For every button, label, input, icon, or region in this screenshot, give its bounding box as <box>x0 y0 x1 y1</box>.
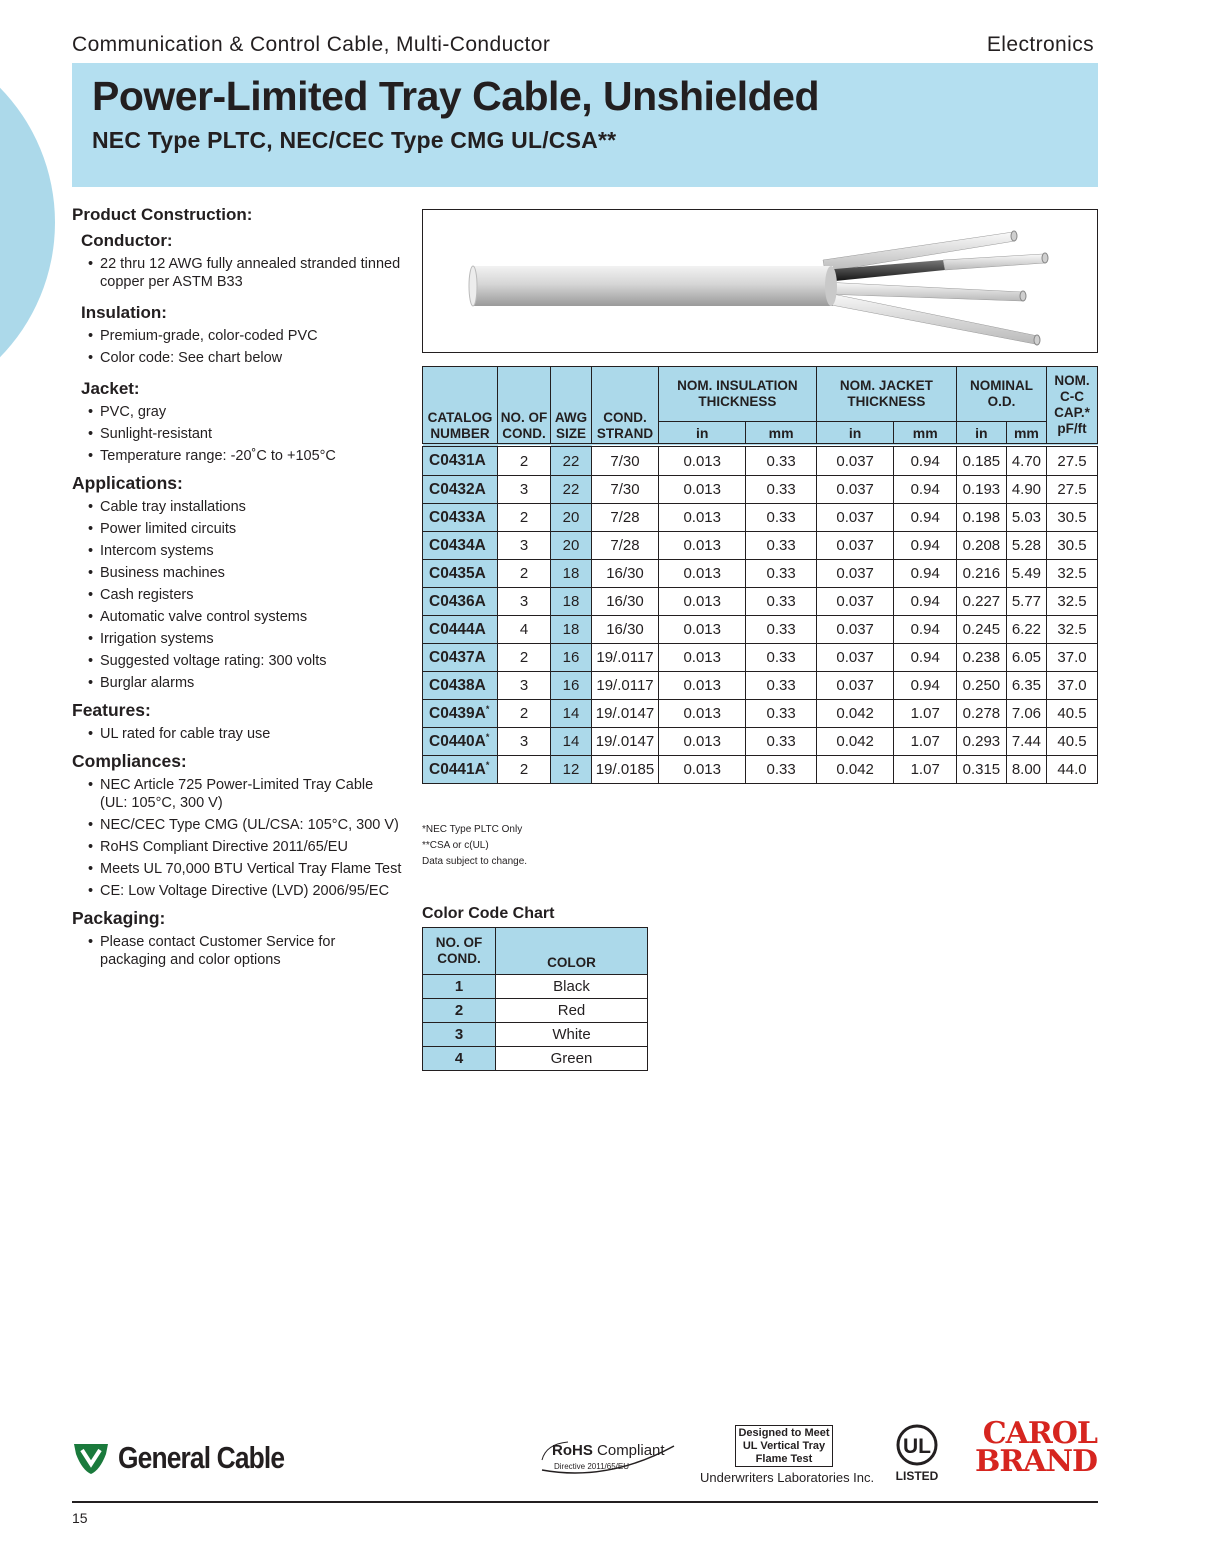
list-item: • Color code: See chart below <box>88 349 402 367</box>
cell-od-in: 0.315 <box>956 756 1006 784</box>
note: **CSA or c(UL) <box>422 840 489 851</box>
rohs-text <box>552 1442 665 1459</box>
catalog-number <box>423 588 498 616</box>
cell-ins-in: 0.013 <box>659 672 746 700</box>
cell-od-mm: 6.22 <box>1006 616 1046 644</box>
ul-mark-text: UL <box>903 1435 931 1458</box>
table-row <box>423 644 1098 672</box>
catalog-number <box>423 700 498 728</box>
cell-ins-in: 0.013 <box>659 588 746 616</box>
catalog-code: C0438A <box>429 676 486 694</box>
cell-ins-mm: 0.33 <box>746 445 816 476</box>
cell-jk-mm: 0.94 <box>894 616 956 644</box>
jacket-list <box>72 403 402 465</box>
cell-jk-in: 0.042 <box>816 728 894 756</box>
cell-awg: 14 <box>551 728 592 756</box>
cell-awg: 18 <box>551 560 592 588</box>
cell-ins-mm: 0.33 <box>746 644 816 672</box>
note: *NEC Type PLTC Only <box>422 824 523 835</box>
cond-number: 2 <box>423 999 496 1023</box>
cell-awg: 18 <box>551 616 592 644</box>
unit-in: in <box>816 422 894 446</box>
cell-awg: 22 <box>551 476 592 504</box>
cell-cond: 2 <box>498 700 551 728</box>
cell-jk-mm: 0.94 <box>894 476 956 504</box>
table-notes <box>422 822 527 870</box>
cell-ins-in: 0.013 <box>659 476 746 504</box>
table-row <box>423 560 1098 588</box>
cell-awg: 12 <box>551 756 592 784</box>
compliances-heading: Compliances: <box>72 751 187 771</box>
table-row <box>423 756 1098 784</box>
color-chart-title: Color Code Chart <box>422 905 555 922</box>
cell-cond: 3 <box>498 476 551 504</box>
ul-circle-icon <box>891 1423 943 1469</box>
cell-od-in: 0.245 <box>956 616 1006 644</box>
cell-awg: 22 <box>551 445 592 476</box>
col-awg: AWG SIZE <box>551 367 592 446</box>
catalog-number <box>423 728 498 756</box>
list-item: • NEC Article 725 Power-Limited Tray Cable (UL: 105°C, 300 V) <box>88 776 402 812</box>
cable-illustration <box>423 210 1097 352</box>
catalog-code: C0440A <box>429 733 486 751</box>
cell-strand: 7/30 <box>592 476 659 504</box>
list-item: • Power limited circuits <box>88 520 402 538</box>
rohs-word: RoHS <box>552 1442 593 1459</box>
cell-cap: 30.5 <box>1047 532 1098 560</box>
cell-od-in: 0.198 <box>956 504 1006 532</box>
cell-jk-in: 0.037 <box>816 504 894 532</box>
cell-od-mm: 5.28 <box>1006 532 1046 560</box>
catalog-number <box>423 532 498 560</box>
catalog-number <box>423 504 498 532</box>
decorative-side-circle <box>0 30 55 415</box>
cell-strand: 19/.0117 <box>592 672 659 700</box>
cell-od-in: 0.185 <box>956 445 1006 476</box>
col-color: COLOR <box>496 928 648 975</box>
catalog-number <box>423 756 498 784</box>
cond-color: Black <box>496 975 648 999</box>
catalog-code: C0436A <box>429 592 486 610</box>
cond-color: Green <box>496 1047 648 1071</box>
cell-strand: 16/30 <box>592 560 659 588</box>
list-item: • Suggested voltage rating: 300 volts <box>88 652 402 670</box>
cell-jk-mm: 0.94 <box>894 532 956 560</box>
cell-cap: 32.5 <box>1047 560 1098 588</box>
cell-cap: 44.0 <box>1047 756 1098 784</box>
col-strand: COND. STRAND <box>592 367 659 446</box>
catalog-code: C0437A <box>429 648 486 666</box>
cell-jk-in: 0.037 <box>816 588 894 616</box>
cell-ins-in: 0.013 <box>659 700 746 728</box>
catalog-code: C0439A <box>429 705 486 723</box>
cell-strand: 19/.0185 <box>592 756 659 784</box>
list-item: • Irrigation systems <box>88 630 402 648</box>
cell-ins-mm: 0.33 <box>746 560 816 588</box>
cond-number: 3 <box>423 1023 496 1047</box>
cell-jk-in: 0.037 <box>816 532 894 560</box>
product-image-frame <box>422 209 1098 353</box>
table-row <box>423 975 648 999</box>
table-row <box>423 476 1098 504</box>
page-subtitle: NEC Type PLTC, NEC/CEC Type CMG UL/CSA** <box>92 127 617 153</box>
cell-ins-in: 0.013 <box>659 756 746 784</box>
cell-ins-in: 0.013 <box>659 532 746 560</box>
unit-in: in <box>956 422 1006 446</box>
unit-in: in <box>659 422 746 446</box>
cell-jk-mm: 1.07 <box>894 728 956 756</box>
page-number: 15 <box>72 1510 88 1526</box>
features-list <box>72 725 402 743</box>
cell-ins-in: 0.013 <box>659 728 746 756</box>
brand-name: General Cable <box>118 1440 285 1475</box>
catalog-number <box>423 616 498 644</box>
spec-table <box>422 366 1098 784</box>
rohs-compliant: Compliant <box>597 1442 665 1459</box>
list-item: • Meets UL 70,000 BTU Vertical Tray Flame Test <box>88 860 402 878</box>
list-item: • PVC, gray <box>88 403 402 421</box>
cond-color: White <box>496 1023 648 1047</box>
cell-ins-in: 0.013 <box>659 504 746 532</box>
list-item: • UL rated for cable tray use <box>88 725 402 743</box>
cell-cond: 3 <box>498 588 551 616</box>
cell-ins-mm: 0.33 <box>746 588 816 616</box>
col-od: NOMINAL O.D. <box>956 367 1046 422</box>
carol-word: CAROL <box>982 1416 1097 1451</box>
cell-cap: 32.5 <box>1047 616 1098 644</box>
cell-strand: 7/28 <box>592 532 659 560</box>
conductor-heading: Conductor: <box>81 231 173 250</box>
cell-ins-mm: 0.33 <box>746 476 816 504</box>
cell-jk-in: 0.037 <box>816 445 894 476</box>
catalog-number <box>423 672 498 700</box>
cell-ins-in: 0.013 <box>659 445 746 476</box>
cell-od-mm: 7.06 <box>1006 700 1046 728</box>
page-category: Communication & Control Cable, Multi-Conductor <box>72 33 551 56</box>
cell-cap: 30.5 <box>1047 504 1098 532</box>
cell-cap: 40.5 <box>1047 700 1098 728</box>
catalog-number <box>423 445 498 476</box>
table-row <box>423 672 1098 700</box>
cell-ins-in: 0.013 <box>659 644 746 672</box>
page-title: Power-Limited Tray Cable, Unshielded <box>92 73 820 119</box>
cell-cond: 3 <box>498 672 551 700</box>
col-cap: NOM. C-C CAP.* pF/ft <box>1047 367 1098 446</box>
footnote-mark: * <box>485 759 490 770</box>
cell-ins-mm: 0.33 <box>746 532 816 560</box>
cond-number: 4 <box>423 1047 496 1071</box>
cell-od-mm: 8.00 <box>1006 756 1046 784</box>
cell-strand: 19/.0147 <box>592 728 659 756</box>
cell-jk-mm: 0.94 <box>894 672 956 700</box>
cell-jk-mm: 0.94 <box>894 445 956 476</box>
specs-column <box>72 205 402 973</box>
table-row <box>423 616 1098 644</box>
cell-ins-in: 0.013 <box>659 560 746 588</box>
cell-od-mm: 5.03 <box>1006 504 1046 532</box>
list-item: • Cash registers <box>88 586 402 604</box>
cell-jk-mm: 1.07 <box>894 700 956 728</box>
cell-od-in: 0.227 <box>956 588 1006 616</box>
cell-ins-in: 0.013 <box>659 616 746 644</box>
ul-listed-text: LISTED <box>895 1469 939 1483</box>
catalog-code: C0431A <box>429 452 486 469</box>
cell-cap: 40.5 <box>1047 728 1098 756</box>
catalog-code: C0432A <box>429 480 486 498</box>
cell-awg: 16 <box>551 644 592 672</box>
ul-tray-box: Designed to Meet UL Vertical Tray Flame Test <box>735 1425 833 1467</box>
col-catalog: CATALOG NUMBER <box>423 367 498 446</box>
cell-awg: 20 <box>551 504 592 532</box>
cell-strand: 16/30 <box>592 588 659 616</box>
rohs-logo <box>538 1440 678 1480</box>
cell-strand: 19/.0117 <box>592 644 659 672</box>
table-row <box>423 1047 648 1071</box>
cell-strand: 7/30 <box>592 445 659 476</box>
catalog-code: C0434A <box>429 536 486 554</box>
list-item: • NEC/CEC Type CMG (UL/CSA: 105°C, 300 V) <box>88 816 402 834</box>
applications-heading: Applications: <box>72 473 183 493</box>
list-item: • Please contact Customer Service for packaging and color options <box>88 933 402 969</box>
cell-cond: 3 <box>498 532 551 560</box>
table-row <box>423 445 1098 476</box>
conductor-list <box>72 255 402 291</box>
applications-list <box>72 498 402 692</box>
cell-od-mm: 5.49 <box>1006 560 1046 588</box>
cell-od-in: 0.208 <box>956 532 1006 560</box>
list-item: • Burglar alarms <box>88 674 402 692</box>
list-item: • Business machines <box>88 564 402 582</box>
rohs-directive: Directive 2011/65/EU <box>554 1462 629 1471</box>
cell-cond: 4 <box>498 616 551 644</box>
cell-od-mm: 4.90 <box>1006 476 1046 504</box>
packaging-heading: Packaging: <box>72 908 166 928</box>
cell-cond: 2 <box>498 644 551 672</box>
cell-od-mm: 6.35 <box>1006 672 1046 700</box>
note: Data subject to change. <box>422 856 528 867</box>
general-cable-shield-icon <box>72 1440 110 1476</box>
cell-cap: 27.5 <box>1047 476 1098 504</box>
footer-rule <box>72 1501 1098 1503</box>
cell-cond: 2 <box>498 756 551 784</box>
construction-heading: Product Construction: <box>72 205 253 224</box>
ul-listed-logo <box>891 1423 943 1485</box>
jacket-heading: Jacket: <box>81 379 140 398</box>
cell-awg: 14 <box>551 700 592 728</box>
ul-company: Underwriters Laboratories Inc. <box>700 1470 875 1485</box>
unit-mm: mm <box>1006 422 1046 446</box>
list-item: • 22 thru 12 AWG fully annealed stranded tinned copper per ASTM B33 <box>88 255 402 291</box>
list-item: • RoHS Compliant Directive 2011/65/EU <box>88 838 402 856</box>
catalog-code: C0444A <box>429 620 486 638</box>
cell-jk-in: 0.042 <box>816 700 894 728</box>
cell-od-in: 0.293 <box>956 728 1006 756</box>
cell-awg: 18 <box>551 588 592 616</box>
cell-jk-mm: 0.94 <box>894 560 956 588</box>
cell-ins-mm: 0.33 <box>746 504 816 532</box>
carol-brand-logo <box>975 1416 1098 1479</box>
list-item: • Automatic valve control systems <box>88 608 402 626</box>
page-division: Electronics <box>986 33 1094 56</box>
compliances-list <box>72 776 402 900</box>
cell-jk-mm: 1.07 <box>894 756 956 784</box>
table-row <box>423 532 1098 560</box>
table-row <box>423 700 1098 728</box>
unit-mm: mm <box>746 422 816 446</box>
cell-od-in: 0.193 <box>956 476 1006 504</box>
catalog-code: C0435A <box>429 564 486 582</box>
col-insulation: NOM. INSULATION THICKNESS <box>659 367 817 422</box>
cond-number: 1 <box>423 975 496 999</box>
catalog-code: C0441A <box>429 761 486 779</box>
features-heading: Features: <box>72 700 151 720</box>
cell-strand: 19/.0147 <box>592 700 659 728</box>
cell-jk-in: 0.042 <box>816 756 894 784</box>
cell-cap: 37.0 <box>1047 672 1098 700</box>
cell-jk-mm: 0.94 <box>894 504 956 532</box>
title-banner <box>72 63 1098 187</box>
col-cond: NO. OF COND. <box>423 928 496 975</box>
list-item: • Premium-grade, color-coded PVC <box>88 327 402 345</box>
brand-word: BRAND <box>975 1444 1098 1479</box>
cell-jk-in: 0.037 <box>816 672 894 700</box>
table-row <box>423 999 648 1023</box>
cell-cond: 3 <box>498 728 551 756</box>
col-jacket: NOM. JACKET THICKNESS <box>816 367 956 422</box>
unit-mm: mm <box>894 422 956 446</box>
list-item: • Temperature range: -20˚C to +105°C <box>88 447 402 465</box>
cell-od-mm: 4.70 <box>1006 445 1046 476</box>
cell-ins-mm: 0.33 <box>746 728 816 756</box>
col-cond: NO. OF COND. <box>498 367 551 446</box>
cell-jk-in: 0.037 <box>816 560 894 588</box>
cell-od-in: 0.238 <box>956 644 1006 672</box>
cell-od-in: 0.250 <box>956 672 1006 700</box>
insulation-list <box>72 327 402 367</box>
general-cable-logo <box>72 1440 313 1476</box>
list-item: • CE: Low Voltage Directive (LVD) 2006/95/EC <box>88 882 402 900</box>
table-row <box>423 588 1098 616</box>
cell-cap: 27.5 <box>1047 445 1098 476</box>
cell-ins-mm: 0.33 <box>746 756 816 784</box>
cell-ins-mm: 0.33 <box>746 700 816 728</box>
cell-strand: 7/28 <box>592 504 659 532</box>
cell-jk-in: 0.037 <box>816 476 894 504</box>
color-chart-table <box>422 927 648 1071</box>
catalog-number <box>423 644 498 672</box>
cell-jk-mm: 0.94 <box>894 588 956 616</box>
cell-awg: 20 <box>551 532 592 560</box>
table-row <box>423 1023 648 1047</box>
cond-color: Red <box>496 999 648 1023</box>
catalog-number <box>423 476 498 504</box>
cell-cap: 32.5 <box>1047 588 1098 616</box>
cell-jk-in: 0.037 <box>816 644 894 672</box>
catalog-number <box>423 560 498 588</box>
cell-jk-mm: 0.94 <box>894 644 956 672</box>
insulation-heading: Insulation: <box>81 303 167 322</box>
cell-od-mm: 7.44 <box>1006 728 1046 756</box>
cell-awg: 16 <box>551 672 592 700</box>
cell-cond: 2 <box>498 445 551 476</box>
cell-od-in: 0.278 <box>956 700 1006 728</box>
cell-cond: 2 <box>498 504 551 532</box>
table-row <box>423 504 1098 532</box>
cell-cond: 2 <box>498 560 551 588</box>
table-row <box>423 728 1098 756</box>
list-item: • Sunlight-resistant <box>88 425 402 443</box>
list-item: • Intercom systems <box>88 542 402 560</box>
catalog-code: C0433A <box>429 508 486 526</box>
list-item: • Cable tray installations <box>88 498 402 516</box>
cell-od-mm: 6.05 <box>1006 644 1046 672</box>
footnote-mark: * <box>485 703 490 714</box>
cell-strand: 16/30 <box>592 616 659 644</box>
cell-ins-mm: 0.33 <box>746 616 816 644</box>
cell-od-in: 0.216 <box>956 560 1006 588</box>
cell-ins-mm: 0.33 <box>746 672 816 700</box>
cell-jk-in: 0.037 <box>816 616 894 644</box>
cell-cap: 37.0 <box>1047 644 1098 672</box>
footnote-mark: * <box>485 731 490 742</box>
cell-od-mm: 5.77 <box>1006 588 1046 616</box>
packaging-list <box>72 933 402 969</box>
